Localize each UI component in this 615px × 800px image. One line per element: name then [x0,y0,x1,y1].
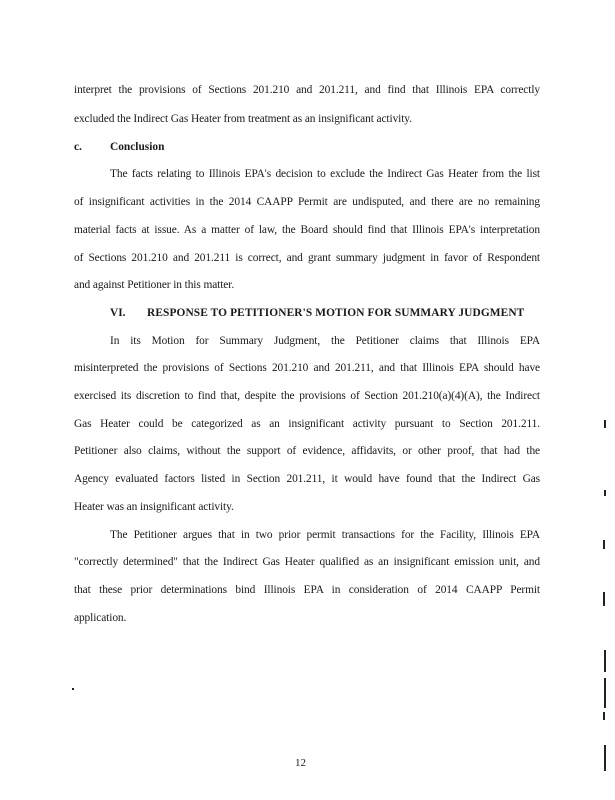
paragraph-line: Agency evaluated factors listed in Section 201.211, it would have found that the Indirect Gas [74,473,540,485]
paragraph-line: The Petitioner argues that in two prior permit transactions for the Facility, Illinois EPA [110,529,540,541]
paragraph-line: Gas Heater could be categorized as an insignificant activity pursuant to Section 201.211. [74,418,540,430]
subsection-label: c. [74,141,82,153]
scan-mark [72,688,74,690]
scan-mark [604,745,606,771]
paragraph-line: application. [74,612,127,624]
scan-mark [604,650,606,672]
page-number: 12 [295,757,306,769]
paragraph-line: exercised its discretion to find that, despite the provisions of Section 201.210(a)(4)(A), the Indirect [74,390,540,402]
paragraph-line: of insignificant activities in the 2014 CAAPP Permit are undisputed, and there are no remaining [74,196,540,208]
paragraph-line: and against Petitioner in this matter. [74,279,235,291]
paragraph-line: excluded the Indirect Gas Heater from treatment as an insignificant activity. [74,113,412,125]
scan-mark [603,540,605,549]
scan-mark [604,678,606,708]
paragraph-line: interpret the provisions of Sections 201.210 and 201.211, and find that Illinois EPA correctly [74,84,540,96]
paragraph-line: misinterpreted the provisions of Sections 201.210 and 201.211, and that Illinois EPA should have [74,362,540,374]
scan-mark [604,490,606,496]
paragraph-line: Petitioner also claims, without the support of evidence, affidavits, or other proof, that had the [74,445,540,457]
scan-mark [604,420,606,428]
paragraph-line: The facts relating to Illinois EPA's decision to exclude the Indirect Gas Heater from the list [110,168,540,180]
paragraph-line: material facts at issue. As a matter of law, the Board should find that Illinois EPA's interpretation [74,224,540,236]
scan-mark [603,712,605,720]
paragraph-line: of Sections 201.210 and 201.211 is correct, and grant summary judgment in favor of Respondent [74,252,540,264]
paragraph-line: Heater was an insignificant activity. [74,501,234,513]
paragraph-line: "correctly determined" that the Indirect Gas Heater qualified as an insignificant emission unit, and [74,556,540,568]
scan-mark [603,592,605,606]
paragraph-line: that these prior determinations bind Illinois EPA in consideration of 2014 CAAPP Permit [74,584,540,596]
section-heading: RESPONSE TO PETITIONER'S MOTION FOR SUMMARY JUDGMENT [147,307,525,319]
paragraph-line: In its Motion for Summary Judgment, the Petitioner claims that Illinois EPA [110,335,540,347]
subsection-heading: Conclusion [110,141,165,153]
section-label: VI. [110,307,126,319]
